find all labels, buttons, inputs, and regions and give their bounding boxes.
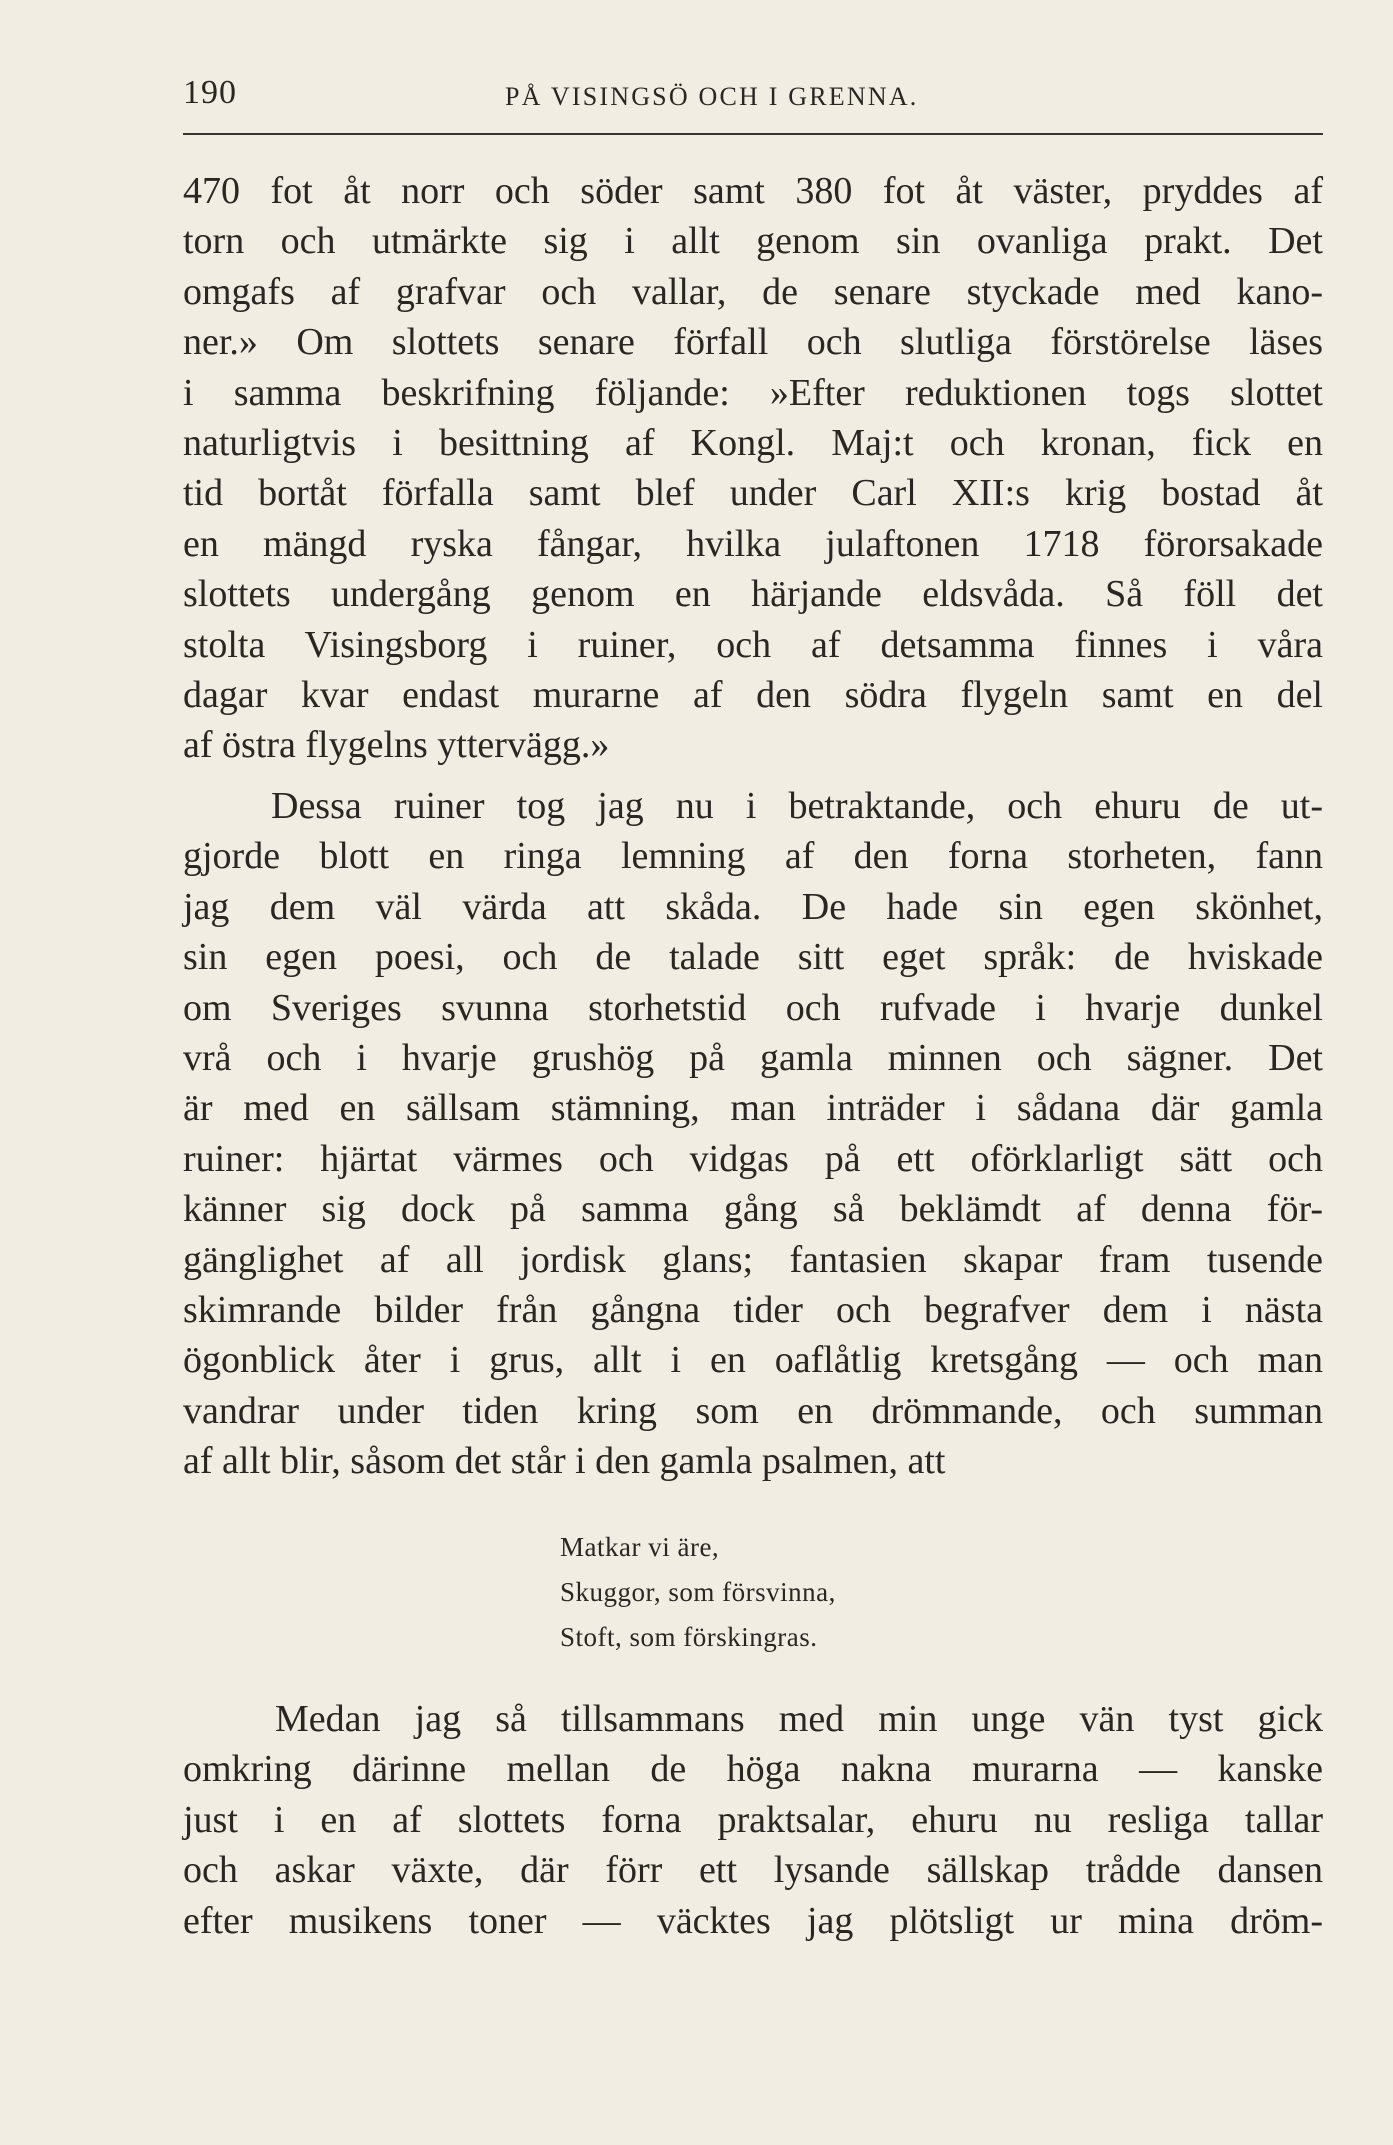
text-line: omkring därinne mellan de höga nakna murarna — kanske [183,1748,1323,1791]
page-header [183,70,1323,120]
text-line: ruiner: hjärtat värmes och vidgas på ett oförklarligt sätt och [183,1137,1323,1180]
text-line: en mängd ryska fångar, hvilka julaftonen 1718 förorsakade [183,522,1323,565]
text-line: naturligtvis i besittning af Kongl. Maj:t och kronan, fick en [183,422,1323,464]
text-line: jag dem väl värda att skåda. De hade sin egen skönhet, [183,885,1323,928]
verse-line: Matkar vi äre, [560,1532,720,1562]
text-line: torn och utmärkte sig i allt genom sin ovanliga prakt. Det [183,220,1323,263]
header-rule [183,133,1323,135]
text-line: skimrande bilder från gångna tider och begrafver dem i nästa [183,1289,1323,1331]
text-line: ner.» Om slottets senare förfall och slutliga förstörelse läses [183,321,1323,364]
text-line: gjorde blott en ringa lemning af den forna storheten, fann [183,835,1323,878]
text-line: och askar växte, där förr ett lysande sällskap trådde dansen [183,1849,1323,1892]
text-line: 470 fot åt norr och söder samt 380 fot åt väster, pryddes af [183,170,1323,212]
text-line: slottets undergång genom en härjande eldsvåda. Så föll det [183,573,1323,616]
text-line: gänglighet af all jordisk glans; fantasien skapar fram tusende [183,1238,1323,1281]
text-line: stolta Visingsborg i ruiner, och af detsamma finnes i våra [183,623,1323,666]
text-line: omgafs af grafvar och vallar, de senare styckade med kano- [183,270,1323,313]
text-line: ögonblick åter i grus, allt i en oaflåtlig kretsgång — och man [183,1339,1323,1382]
verse-line: Stoft, som förskingras. [560,1622,818,1652]
text-line: i samma beskrifning följande: »Efter reduktionen togs slottet [183,371,1323,414]
text-line: är med en sällsam stämning, man inträder i sådana där gamla [183,1087,1323,1130]
text-line: Dessa ruiner tog jag nu i betraktande, och ehuru de ut- [271,785,1323,827]
text-line: känner sig dock på samma gång så beklämdt af denna för- [183,1188,1323,1231]
text-line: efter musikens toner — väcktes jag plötsligt ur mina dröm- [183,1899,1323,1942]
text-line: tid bortåt förfalla samt blef under Carl XII:s krig bostad åt [183,472,1323,515]
text-line: sin egen poesi, och de talade sitt eget språk: de hviskade [183,936,1323,979]
text-line: om Sveriges svunna storhetstid och rufvade i hvarje dunkel [183,986,1323,1029]
verse-line: Skuggor, som försvinna, [560,1577,836,1607]
text-line: dagar kvar endast murarne af den södra flygeln samt en del [183,674,1323,716]
text-line: vandrar under tiden kring som en drömmande, och summan [183,1389,1323,1432]
text-line: af allt blir, såsom det står i den gamla psalmen, att [183,1440,946,1483]
text-line: just i en af slottets forna praktsalar, ehuru nu resliga tallar [183,1798,1323,1841]
page-number: 190 [183,74,237,111]
text-line: af östra flygelns yttervägg.» [183,724,610,767]
text-line: Medan jag så tillsammans med min unge vän tyst gick [275,1698,1323,1740]
running-head: PÅ VISINGSÖ OCH I GRENNA. [505,82,919,111]
text-line: vrå och i hvarje grushög på gamla minnen och sägner. Det [183,1037,1323,1079]
